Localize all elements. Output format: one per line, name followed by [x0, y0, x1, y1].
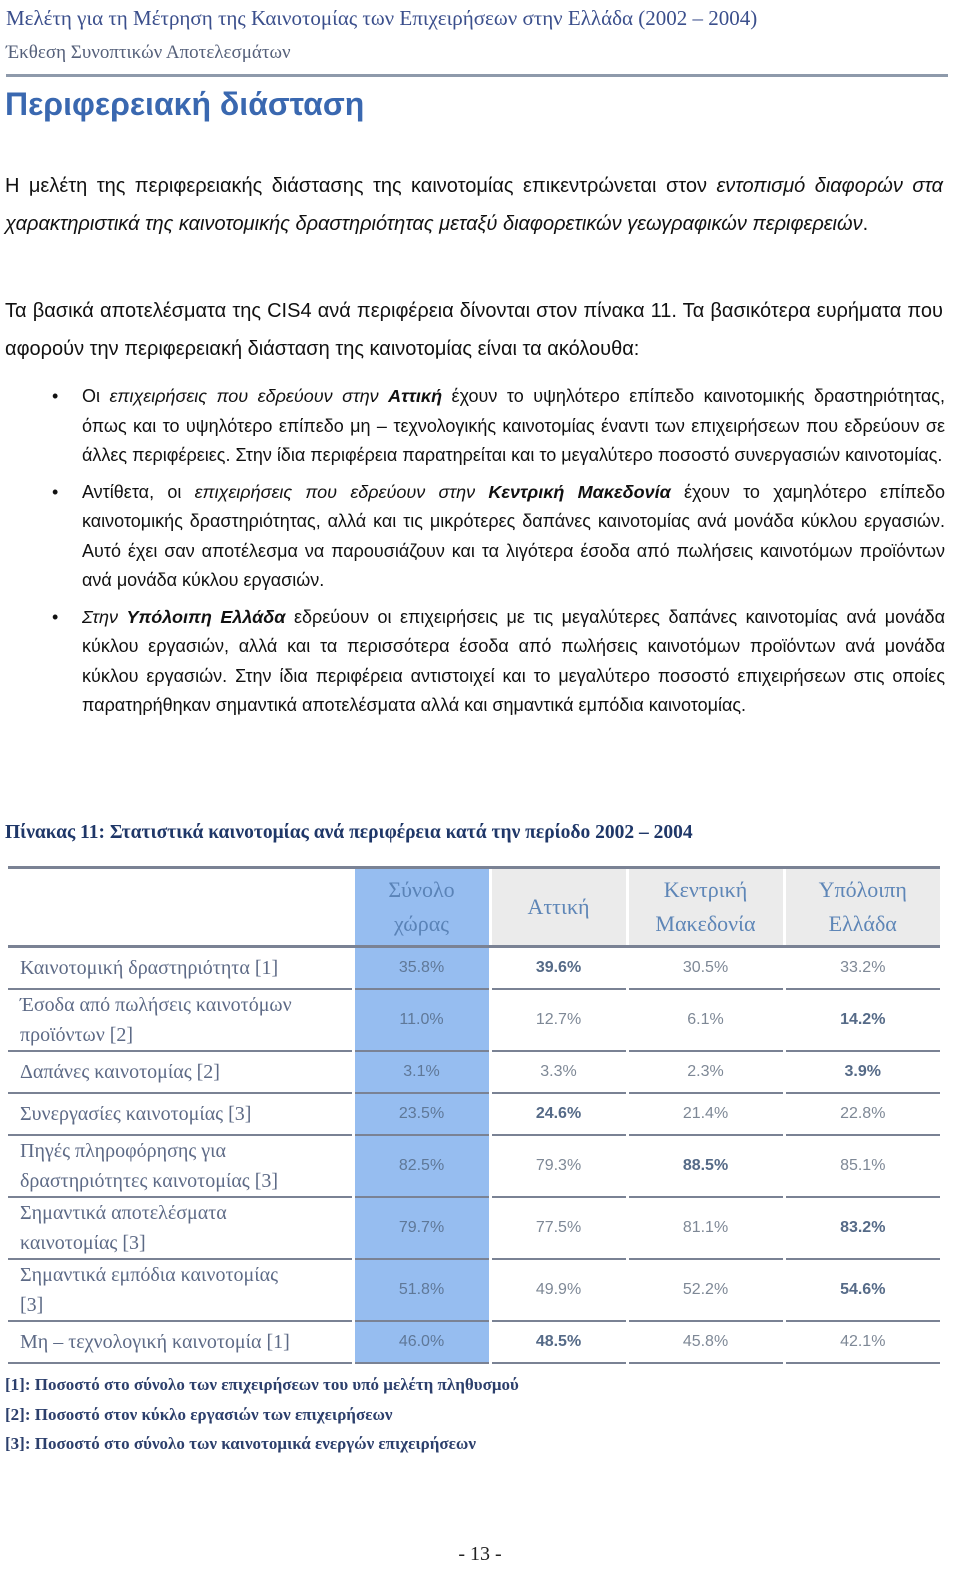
- finding-attica: [0, 382, 945, 471]
- table-cell: 46.0%: [353, 1321, 490, 1363]
- document-subtitle: Έκθεση Συνοπτικών Αποτελεσμάτων: [6, 42, 291, 63]
- table-cell: 49.9%: [490, 1259, 627, 1321]
- table-caption: Πίνακας 11: Στατιστικά καινοτομίας ανά περιφέρεια κατά την περίοδο 2002 – 2004: [5, 822, 693, 843]
- row-label: Δαπάνες καινοτομίας [2]: [8, 1051, 353, 1093]
- table-cell: 82.5%: [353, 1135, 490, 1197]
- table-cell: 48.5%: [490, 1321, 627, 1363]
- table-cell: 35.8%: [353, 947, 490, 989]
- intro-emphasis: εντοπισμό διαφορών στα χαρακτηριστικά της καινοτομικής δραστηριότητας μεταξύ διαφορετικών γεωγραφικών περιφερειών: [5, 175, 943, 235]
- table-cell: 88.5%: [627, 1135, 784, 1197]
- table-cell: 22.8%: [784, 1093, 940, 1135]
- table-cell: 24.6%: [490, 1093, 627, 1135]
- findings-list: [0, 382, 945, 728]
- finding-lead: Οι: [82, 386, 110, 406]
- finding-emphasis: επιχειρήσεις που εδρεύουν στην: [194, 481, 489, 502]
- table-cell: 83.2%: [784, 1197, 940, 1259]
- table-cell: 81.1%: [627, 1197, 784, 1259]
- document-header: [6, 4, 948, 77]
- finding-region: Υπόλοιπη Ελλάδα: [126, 606, 286, 627]
- document-title: Μελέτη για τη Μέτρηση της Καινοτομίας των Επιχειρήσεων στην Ελλάδα (2002 – 2004): [6, 6, 758, 30]
- finding-rest-of-greece: [0, 603, 945, 721]
- table-cell: 12.7%: [490, 989, 627, 1051]
- table-header-row: [8, 868, 940, 947]
- section-title: Περιφερειακή διάσταση: [5, 86, 365, 122]
- row-label: Καινοτομική δραστηριότητα [1]: [8, 947, 353, 989]
- table-cell: 52.2%: [627, 1259, 784, 1321]
- results-paragraph: Τα βασικά αποτελέσματα της CIS4 ανά περιφέρεια δίνονται στον πίνακα 11. Τα βασικότερα ευρήματα που αφορούν την περιφερειακή διάσταση της καινοτομίας είναι τα ακόλουθα:: [5, 300, 943, 360]
- row-label: Σημαντικά εμπόδια καινοτομίας [3]: [8, 1259, 353, 1321]
- column-header-central-macedonia: Κεντρική Μακεδονία: [627, 868, 784, 947]
- table-row: [8, 1321, 940, 1363]
- table-cell: 14.2%: [784, 989, 940, 1051]
- table-cell: 45.8%: [627, 1321, 784, 1363]
- table-row: [8, 1259, 940, 1321]
- table-row: [8, 1135, 940, 1197]
- table-row: [8, 947, 940, 989]
- table-cell: 42.1%: [784, 1321, 940, 1363]
- column-header-total: Σύνολο χώρας: [353, 868, 490, 947]
- table-cell: 3.9%: [784, 1051, 940, 1093]
- bullet-icon: •: [52, 481, 59, 502]
- row-label: Μη – τεχνολογική καινοτομία [1]: [8, 1321, 353, 1363]
- table-note-1: [1]: Ποσοστό στο σύνολο των επιχειρήσεων του υπό μελέτη πληθυσμού: [5, 1375, 519, 1394]
- table-row: [8, 1093, 940, 1135]
- bullet-icon: •: [52, 606, 59, 627]
- row-label: Σημαντικά αποτελέσματα καινοτομίας [3]: [8, 1197, 353, 1259]
- column-header-attica: Αττική: [490, 868, 627, 947]
- finding-lead: Αντίθετα, οι: [82, 481, 195, 502]
- table-cell: 51.8%: [353, 1259, 490, 1321]
- finding-text: εδρεύουν οι επιχειρήσεις με τις μεγαλύτερες δαπάνες καινοτομίας ανά μονάδα κύκλου εργασιών, αλλά και τα περισσότερα έσοδα από πωλήσεις καινοτόμων προϊόντων ανά μονάδα κύκλου εργασιών. Στην ίδια περιφέρεια αντιστοιχεί και το μεγαλύτερο ποσοστό επιχειρήσεων στις οποίες παρατηρήθηκαν σημαντικά αποτελέσματα αλλά και σημαντικά εμπόδια καινοτομίας.: [82, 606, 945, 715]
- table-cell: 33.2%: [784, 947, 940, 989]
- row-label: Έσοδα από πωλήσεις καινοτόμων προϊόντων [2]: [8, 989, 353, 1051]
- finding-emphasis: επιχειρήσεις που εδρεύουν στην: [109, 386, 389, 406]
- table-cell: 21.4%: [627, 1093, 784, 1135]
- table-cell: 2.3%: [627, 1051, 784, 1093]
- intro-end: .: [862, 213, 869, 235]
- table-cell: 11.0%: [353, 989, 490, 1051]
- table-row: [8, 1051, 940, 1093]
- table-cell: 6.1%: [627, 989, 784, 1051]
- table-cell: 79.7%: [353, 1197, 490, 1259]
- table-cell: 77.5%: [490, 1197, 627, 1259]
- intro-text: Η μελέτη της περιφερειακής διάστασης της καινοτομίας επικεντρώνεται στον: [5, 175, 717, 197]
- bullet-icon: •: [52, 386, 59, 406]
- table-cell: 79.3%: [490, 1135, 627, 1197]
- table-cell: 54.6%: [784, 1259, 940, 1321]
- finding-region: Κεντρική Μακεδονία: [488, 481, 671, 502]
- finding-emphasis: Στην: [82, 606, 127, 627]
- table-cell: 3.3%: [490, 1051, 627, 1093]
- table-cell: 30.5%: [627, 947, 784, 989]
- column-header-rest-of-greece: Υπόλοιπη Ελλάδα: [784, 868, 940, 947]
- row-label: Πηγές πληροφόρησης για δραστηριότητες καινοτομίας [3]: [8, 1135, 353, 1197]
- finding-text: έχουν το υψηλότερο επίπεδο καινοτομικής δραστηριότητας, όπως και το υψηλότερο επίπεδο μη – τεχνολογικής καινοτομίας έναντι των επιχειρήσεων που εδρεύουν σε άλλες περιφέρειες. Στην ίδια περιφέρεια παρατηρείται και το μεγαλύτερο ποσοστό συνεργασιών καινοτομίας.: [82, 386, 945, 465]
- finding-region: Αττική: [388, 386, 443, 406]
- table-body: [8, 947, 940, 1363]
- table-cell: 39.6%: [490, 947, 627, 989]
- table-cell: 23.5%: [353, 1093, 490, 1135]
- row-label: Συνεργασίες καινοτομίας [3]: [8, 1093, 353, 1135]
- table-note-2: [2]: Ποσοστό στον κύκλο εργασιών των επιχειρήσεων: [5, 1405, 393, 1424]
- header-blank: [8, 868, 353, 947]
- intro-paragraph: [5, 167, 943, 243]
- innovation-stats-table: [8, 866, 940, 1364]
- table-cell: 85.1%: [784, 1135, 940, 1197]
- table-row: [8, 989, 940, 1051]
- table-row: [8, 1197, 940, 1259]
- page-number: - 13 -: [458, 1543, 502, 1565]
- finding-text: έχουν το χαμηλότερο επίπεδο καινοτομικής δραστηριότητας, αλλά και τις μικρότερες δαπάνες καινοτομίας ανά μονάδα κύκλου εργασιών. Αυτό έχει σαν αποτέλεσμα να παρουσιάζουν και τα λιγότερα έσοδα από πωλήσεις καινοτόμων προϊόντων ανά μονάδα κύκλου εργασιών.: [82, 481, 945, 590]
- table-note-3: [3]: Ποσοστό στο σύνολο των καινοτομικά ενεργών επιχειρήσεων: [5, 1434, 476, 1453]
- finding-central-macedonia: [0, 478, 945, 596]
- table-cell: 3.1%: [353, 1051, 490, 1093]
